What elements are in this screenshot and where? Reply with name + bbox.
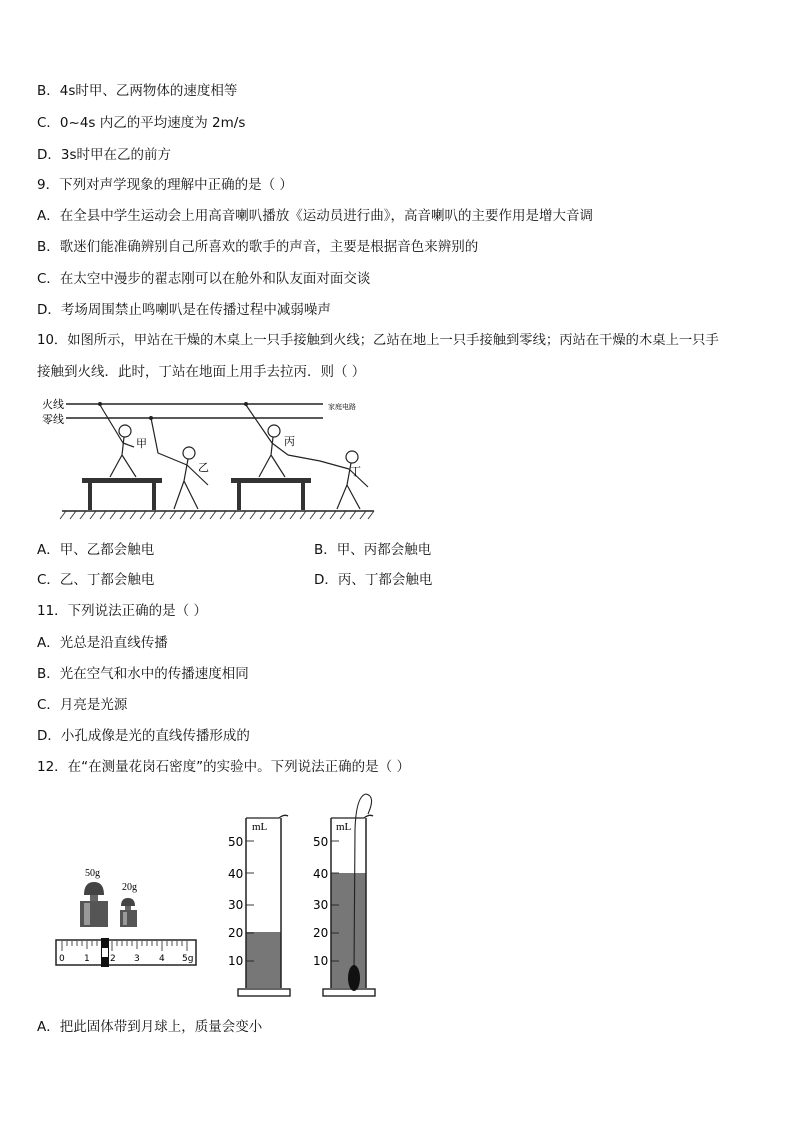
- q9-stem: 9．下列对声学现象的理解中正确的是（ ）: [37, 177, 293, 193]
- cylinder-2-tick-50: 50: [313, 835, 329, 849]
- cylinder-1-liquid: [246, 932, 281, 988]
- q11-option-b: B．光在空气和水中的传播速度相同: [37, 666, 249, 682]
- cylinder-1-unit: mL: [252, 821, 268, 833]
- person-jia-label: 甲: [136, 437, 147, 450]
- ruler-tick-3: 3: [134, 954, 140, 964]
- weight-20g-label: 20g: [122, 882, 137, 893]
- q9-option-b: B．歌迷们能准确辨别自己所喜欢的歌手的声音，主要是根据音色来辨别的: [37, 239, 479, 255]
- cylinder-2-unit: mL: [336, 821, 352, 833]
- circuit-label: 家庭电路: [328, 403, 356, 411]
- q11-stem: 11．下列说法正确的是（ ）: [37, 603, 207, 619]
- q11-option-d: D．小孔成像是光的直线传播形成的: [37, 728, 250, 744]
- live-wire-label: 火线: [42, 398, 64, 411]
- q12-stem: 12．在“在测量花岗石密度”的实验中。下列说法正确的是（ ）: [37, 759, 410, 775]
- person-jia: [100, 405, 136, 477]
- cylinder-2-tick-30: 30: [313, 898, 329, 912]
- ruler-tick-2: 2: [110, 954, 116, 964]
- q11-option-c: C．月亮是光源: [37, 697, 128, 713]
- q10-stem-line1: 10．如图所示，甲站在干燥的木桌上一只手接触到火线；乙站在地上一只手接触到零线；丙站在干燥的木桌上一只手: [37, 333, 719, 348]
- q10-circuit-figure: [38, 393, 378, 523]
- ruler-tick-4: 4: [159, 954, 165, 964]
- q12-balance-figure: [50, 862, 202, 970]
- q12-option-a: A．把此固体带到月球上，质量会变小: [37, 1019, 263, 1035]
- q10-option-a: A．甲、乙都会触电: [37, 542, 155, 558]
- person-ding-label: 丁: [350, 465, 361, 478]
- granite-stone: [348, 965, 360, 991]
- q10-option-c: C．乙、丁都会触电: [37, 572, 155, 588]
- cylinder-1-tick-30: 30: [228, 898, 244, 912]
- cylinder-1-tick-50: 50: [228, 835, 244, 849]
- q10-option-d: D．丙、丁都会触电: [314, 572, 433, 588]
- q12-cylinder-2: [310, 790, 390, 1002]
- neutral-wire-label: 零线: [42, 413, 64, 426]
- ruler-tick-0: 0: [59, 954, 65, 964]
- q9-option-d: D．考场周围禁止鸣喇叭是在传播过程中减弱噪声: [37, 302, 331, 318]
- q12-cylinder-1: [226, 808, 298, 1002]
- cylinder-2-liquid: [331, 873, 366, 988]
- person-bing: [246, 405, 288, 477]
- q11-option-a: A．光总是沿直线传播: [37, 635, 168, 651]
- cylinder-2-tick-20: 20: [313, 926, 329, 940]
- weight-50g: [80, 882, 108, 927]
- person-yi-label: 乙: [198, 461, 209, 474]
- cylinder-2-tick-10: 10: [313, 954, 329, 968]
- q8-option-d: D．3s时甲在乙的前方: [37, 147, 172, 163]
- cylinder-1-tick-10: 10: [228, 954, 244, 968]
- q10-stem-line2: 接触到火线．此时，丁站在地面上用手去拉丙．则（ ）: [37, 364, 366, 380]
- q10-option-b: B．甲、丙都会触电: [314, 542, 432, 558]
- q8-option-c: C．0~4s 内乙的平均速度为 2m/s: [37, 115, 246, 131]
- weight-20g: [120, 898, 137, 927]
- q9-option-a: A．在全县中学生运动会上用高音喇叭播放《运动员进行曲》，高音喇叭的主要作用是增大音调: [37, 208, 593, 224]
- cylinder-1-tick-20: 20: [228, 926, 244, 940]
- weight-50g-label: 50g: [85, 868, 100, 879]
- cylinder-1-tick-40: 40: [228, 867, 244, 881]
- ruler-tick-1: 1: [84, 954, 90, 964]
- ruler-tick-5: 5g: [182, 954, 194, 964]
- q8-option-b: B．4s时甲、乙两物体的速度相等: [37, 83, 238, 99]
- cylinder-2-tick-40: 40: [313, 867, 329, 881]
- q9-option-c: C．在太空中漫步的翟志刚可以在舱外和队友面对面交谈: [37, 271, 371, 287]
- person-bing-label: 丙: [284, 435, 295, 448]
